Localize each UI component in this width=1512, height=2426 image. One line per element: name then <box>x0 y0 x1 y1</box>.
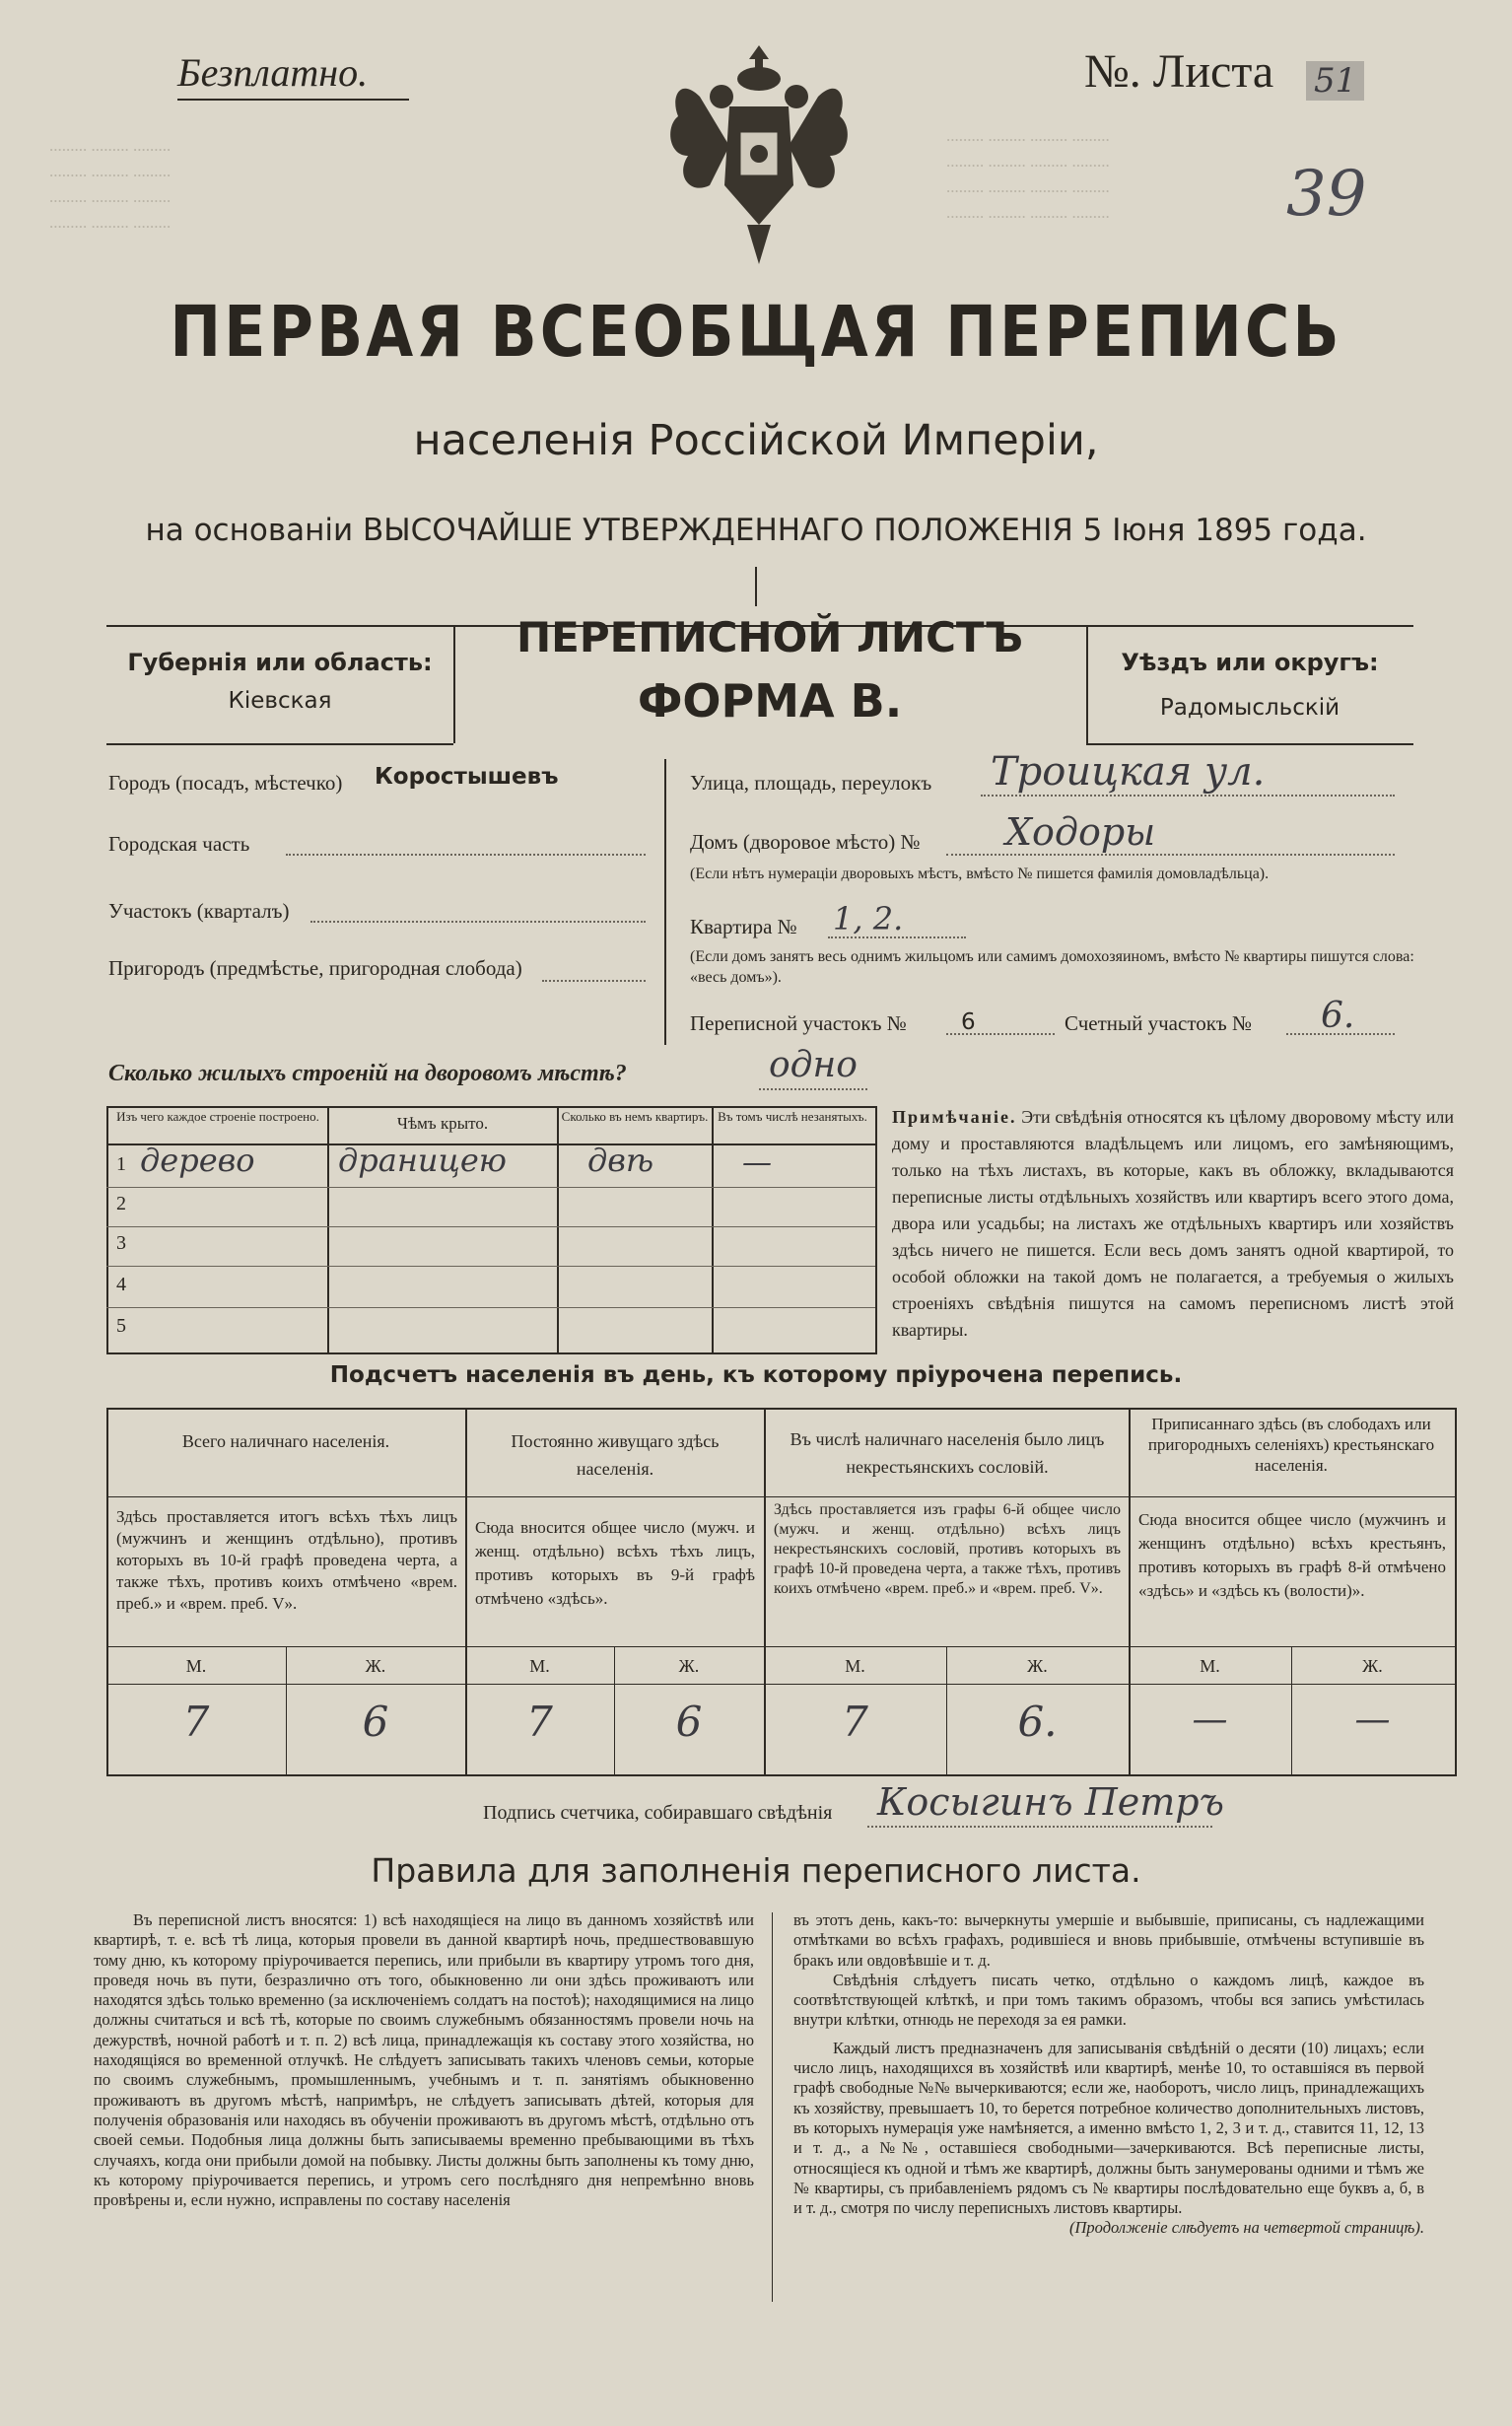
count-col-4-m-value: — <box>1192 1699 1228 1740</box>
double-headed-eagle-emblem <box>660 37 858 274</box>
guberniya-value: Кіевская <box>228 688 332 714</box>
census-section-value: 6 <box>961 1009 976 1035</box>
count-col-2-f-label: Ж. <box>678 1656 700 1676</box>
buildings-header-vacant: Въ томъ числѣ незанятыхъ. <box>718 1109 867 1124</box>
table-row-1 <box>116 1142 865 1187</box>
count-col-4-f-value: — <box>1354 1699 1391 1740</box>
count-col-2-f-value: 6 <box>675 1698 703 1746</box>
rules-divider <box>772 1912 773 2302</box>
bleed-through-left: ......... ......... ......... ......... ......... ......... ......... ......... ......... ......... ......... ......... <box>49 136 172 232</box>
count-col-1-m-value: 7 <box>182 1698 210 1746</box>
buildings-header-apartments: Сколько въ немъ квартиръ. <box>561 1109 709 1124</box>
sub-title: населенія Россійской Имперіи, <box>413 416 1099 465</box>
count-col-2-m-label: М. <box>529 1656 550 1676</box>
count-col-2-head: Постоянно живущаго здѣсь населенія. <box>511 1431 720 1479</box>
table-row-2 <box>116 1193 126 1215</box>
row-number: 1 <box>116 1153 126 1175</box>
count-section-label: Счетный участокъ № <box>1065 1011 1253 1035</box>
note-text: Эти свѣдѣнія относятся къ цѣлому дворовому мѣсту или дому и проставляются владѣльцемъ или лицомъ, его замѣняющимъ, только на тѣхъ листахъ, въ которые, какъ въ обложку, вкладываются переписные листы отдѣльныхъ хозяйствъ или квартиръ всего этого дома, двора или усадьбы; на листахъ же отдѣльныхъ квартиръ или хозяйствъ здѣсь ничего не пишется. Если весь домъ занятъ одной квартирой, то особой обложки на такой домъ не полагается, а требуемыя о жилыхъ строеніяхъ свѣдѣнія пишутся на самомъ переписномъ листѣ этой квартиры. <box>892 1107 1454 1340</box>
rules-left-column: Въ переписной листъ вносятся: 1) всѣ находящіеся на лицо въ данномъ хозяйствѣ или квартирѣ, т. е. всѣ тѣ лица, которыя провели въ данной квартирѣ ночь, предшествовавшую тому дню, къ которому пріурочивается перепись, или прибыли въ квартиру утромъ того дня, проведя ночь въ пути, безразлично отъ того, обыкновенно ли они здѣсь проживаютъ или находятся здѣсь только временно (за исключеніемъ солдатъ на постоѣ); находящимися на лицо должны считаться и всѣ тѣ, которые по своимъ служебнымъ обязанностямъ провели ночь на дежурствѣ, ночной работѣ и т. п. 2) всѣ лица, принадлежащія къ составу этого хозяйства, но находящіяся во временной отлучкѣ. Не слѣдуетъ записывать такихъ членовъ семьи, которые по своимъ служебнымъ, промышленнымъ, учебнымъ и т. п. занятіямъ обыкновенно проживаютъ въ другомъ мѣстѣ, напримѣръ, не слѣдуетъ записывать дѣтей, которыя для полученія образованія или находясь въ обученіи проживаютъ въ другомъ мѣстѣ, отдѣльно отъ своей семьи. Подобныя лица должны быть записываемы временно пребывающими въ тѣхъ случаяхъ, когда они прибыли домой на побывку. Листы должны быть заполнены къ тому дню, къ которому пріурочивается перепись, и утромъ сего послѣдняго дня непремѣнно вновь провѣрены и, если нужно, исправлены по составу населенія <box>94 1910 754 2210</box>
row-vacant: — <box>742 1145 772 1180</box>
guberniya-label: Губернія или область: <box>127 649 433 676</box>
buildings-header-roof: Чѣмъ крыто. <box>396 1114 489 1133</box>
count-section-value: 6. <box>1321 996 1355 1036</box>
apt-note: (Если домъ занятъ весь однимъ жильцомъ или самимъ домохозяиномъ, вмѣсто № квартиры пишутся слова: «весь домъ»). <box>690 948 1414 986</box>
count-col-3-f-label: Ж. <box>1027 1656 1048 1676</box>
free-label: Безплатно. <box>177 50 369 95</box>
row-number: 2 <box>116 1193 126 1214</box>
rules-continued: (Продолженіе слѣдуетъ на четвертой страницѣ). <box>1069 2218 1424 2238</box>
count-col-2-desc: Сюда вносится общее число (мужч. и женщ. отдѣльно) всѣхъ тѣхъ лицъ, противъ которыхъ въ 9-й графѣ отмѣчено «здѣсь». <box>475 1518 755 1608</box>
house-value: Ходоры <box>1005 810 1156 854</box>
rules-right-p3: Каждый листъ предназначенъ для записыванія свѣдѣній о десяти (10) лицахъ; если число лицъ, находящихся въ хозяйствѣ или квартирѣ, менѣе 10, то оставшіяся въ первой графѣ свободные №№ вычеркиваются; если же, наоборотъ, число лицъ, принадлежащихъ къ хозяйству, превышаетъ 10, то берется потребное количество дополнительныхъ листовъ, въ которыхъ нумерація уже намѣняется, а именно вмѣсто 1, 2, 3 и т. д., ставится 11, 12, 13 и т. д., а №№, оставшіеся свободными—зачеркиваются. Всѣ переписные листы, относящіеся къ одной и тѣмъ же квартирѣ, должны быть занумерованы одними и тѣмъ же № квартиры, съ прибавленіемъ рядомъ съ № квартиры послѣдовательно еще буквъ а, б, в и т. д., смотря по числу переписныхъ листовъ квартиры. <box>793 2038 1424 2218</box>
house-label: Домъ (дворовое мѣсто) № <box>690 830 921 854</box>
street-label: Улица, площадь, переулокъ <box>690 771 932 795</box>
rules-title: Правила для заполненія переписного листа. <box>371 1851 1141 1890</box>
table-row-4 <box>116 1274 126 1296</box>
rules-right-p2: Свѣдѣнія слѣдуетъ писать четко, отдѣльно о каждомъ лицѣ, каждое въ соотвѣтствующей клѣткѣ, и при томъ такимъ образомъ, чтобы вся запись умѣстилась внутри клѣтки, отнюдь не переходя за ея рамки. <box>793 1970 1424 2030</box>
uchastok-label: Участокъ (кварталъ) <box>108 899 290 923</box>
count-col-1-f-label: Ж. <box>365 1656 386 1676</box>
count-col-2-m-value: 7 <box>526 1698 553 1746</box>
apt-label: Квартира № <box>690 915 797 938</box>
sheet-number-label: №. Листа <box>1084 45 1274 98</box>
rules-right-column <box>793 1910 1424 2239</box>
signature-value: Косыгинъ Петръ <box>877 1780 1224 1824</box>
street-value: Троицкая ул. <box>991 749 1266 795</box>
table-row-3 <box>116 1232 126 1255</box>
uezd-value: Радомысльскій <box>1159 695 1340 721</box>
row-roof: драницею <box>338 1142 507 1179</box>
count-col-1-desc: Здѣсь проставляется итогъ всѣхъ тѣхъ лицъ (мужчинъ и женщинъ отдѣльно), противъ которыхъ въ 10-й графѣ проведена черта, а также тѣхъ, противъ коихъ отмѣчено «врем. преб.» и «врем. преб. V». <box>116 1507 457 1613</box>
signature-label: Подпись счетчика, собиравшаго свѣдѣнія <box>483 1802 833 1824</box>
buildings-header-material: Изъ чего каждое строеніе построено. <box>116 1109 319 1124</box>
count-col-1-head: Всего наличнаго населенія. <box>181 1431 390 1451</box>
free-underline <box>177 99 409 101</box>
row-number: 4 <box>116 1274 126 1295</box>
count-col-3-f-value: 6. <box>1017 1698 1058 1746</box>
count-col-4-desc: Сюда вносится общее число (мужчинъ и женщинъ отдѣльно) всѣхъ крестьянъ, противъ которыхъ въ графѣ 8-й отмѣчено «здѣсь» и «здѣсь къ (волости)». <box>1138 1510 1446 1600</box>
count-col-1-f-value: 6 <box>362 1698 389 1746</box>
form-label: ФОРМА В. <box>637 674 903 728</box>
city-value: Коростышевъ <box>375 764 559 790</box>
count-col-3-desc: Здѣсь проставляется изъ графы 6-й общее число (мужч. и женщ. отдѣльно) всѣхъ лицъ некрестьянскихъ сословій, противъ которыхъ въ графѣ 10-й проведена черта, а также тѣхъ, противъ коихъ отмѣчено «врем. преб.» и «врем. преб. V». <box>774 1501 1121 1597</box>
rules-right-p1: въ этотъ день, какъ-то: вычеркнуты умершіе и выбывшіе, приписаны, съ надлежащими отмѣтками во всѣхъ графахъ, родившіеся и вновь прибывшіе, отмѣчены вступившіе въ бракъ или овдовѣвшіе и т. д. <box>793 1910 1424 1970</box>
city-part-label: Городская часть <box>108 832 250 856</box>
title-divider <box>755 567 757 606</box>
row-material: дерево <box>140 1142 255 1179</box>
count-col-4-head: Приписаннаго здѣсь (въ слободахъ или пригородныхъ селеніяхъ) крестьянскаго населенія. <box>1147 1415 1435 1475</box>
form-title: ПЕРЕПИСНОЙ ЛИСТЪ <box>515 613 1024 661</box>
main-title: ПЕРВАЯ ВСЕОБЩАЯ ПЕРЕПИСЬ <box>170 290 1342 374</box>
sheet-number-value: 51 <box>1306 61 1364 101</box>
buildings-answer: одно <box>769 1045 858 1085</box>
count-col-1-m-label: М. <box>185 1656 207 1676</box>
row-number: 3 <box>116 1232 126 1254</box>
note-head: Примѣчаніе. <box>892 1107 1017 1127</box>
table-row-5 <box>116 1315 126 1338</box>
city-label: Городъ (посадъ, мѣстечко) <box>108 771 343 795</box>
count-col-3-m-label: М. <box>845 1656 865 1676</box>
apt-value: 1, 2. <box>833 900 904 937</box>
census-section-label: Переписной участокъ № <box>690 1011 907 1035</box>
buildings-question: Сколько жилыхъ строеній на дворовомъ мѣстѣ? <box>108 1061 627 1086</box>
count-col-3-head: Въ числѣ наличнаго населенія было лицъ некрестьянскихъ сословій. <box>790 1429 1105 1477</box>
house-note: (Если нѣтъ нумераціи дворовыхъ мѣстъ, вмѣсто № пишется фамилія домовладѣльца). <box>690 866 1270 882</box>
row-apartments: двѣ <box>587 1142 654 1179</box>
count-col-3-m-value: 7 <box>842 1698 868 1746</box>
count-col-4-m-label: М. <box>1200 1656 1220 1676</box>
prigorod-label: Пригородъ (предмѣстье, пригородная слобода) <box>108 956 522 980</box>
note-paragraph <box>892 1104 1454 1344</box>
row-number: 5 <box>116 1315 126 1337</box>
pencil-number: 39 <box>1286 158 1367 231</box>
decree-line: на основаніи ВЫСОЧАЙШЕ УТВЕРЖДЕННАГО ПОЛОЖЕНІЯ 5 Іюня 1895 года. <box>145 513 1367 548</box>
bleed-through-right: ......... ......... ......... ......... ......... ......... ......... ......... ......... ......... ......... ......... ......... ......... ......... ......... <box>946 126 1110 222</box>
address-divider <box>664 759 666 1045</box>
uezd-label: Уѣздъ или округъ: <box>1121 649 1379 676</box>
count-title: Подсчетъ населенія въ день, къ которому пріурочена перепись. <box>329 1362 1183 1388</box>
count-col-4-f-label: Ж. <box>1362 1656 1383 1676</box>
